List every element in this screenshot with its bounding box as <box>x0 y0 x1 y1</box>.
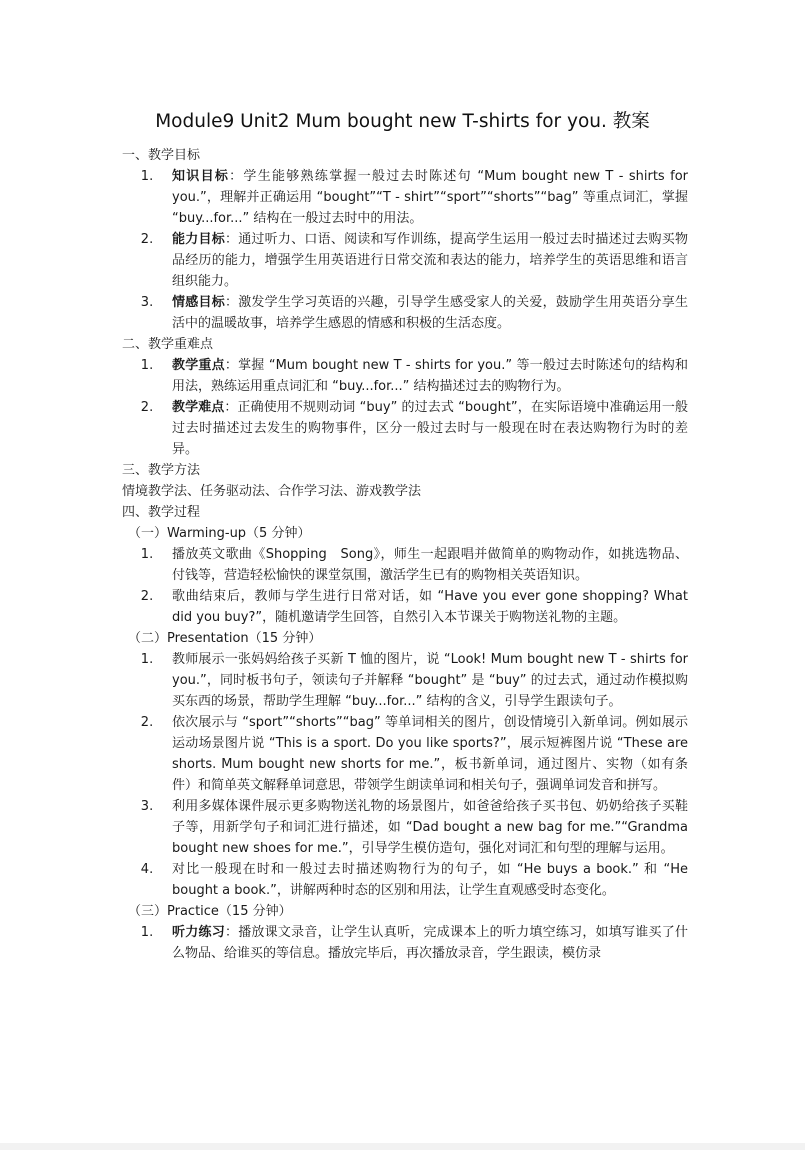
list-number: 2. <box>140 232 154 247</box>
list-number: 1. <box>140 652 154 667</box>
item-text: 依次展示与 “sport”“shorts”“bag” 等单词相关的图片，创设情境引入新单词。例如展示运动场景图片说 “This is a sport. Do you like sports?”，展示短裤图片说 “These are shorts. Mum bought new shorts for me.”，板书新单词，通过图片、实物（如有条件）和简单英文解释单词意思，带领学生朗读单词和相关句子，强调单词发音和拼写。 <box>172 715 688 793</box>
item-text: ：通过听力、口语、阅读和写作训练，提高学生运用一般过去时描述过去购买物品经历的能力，增强学生用英语进行日常交流和表达的能力，培养学生的英语思维和语言组织能力。 <box>172 232 688 289</box>
list-item <box>122 922 688 964</box>
item-text: 教师展示一张妈妈给孩子买新 T 恤的图片，说 “Look! Mum bought new T - shirts for you.”，同时板书句子，领读句子并解释 “bought” 是 “buy” 的过去式，通过动作模拟购买东西的场景，帮助学生理解 “buy...for...” 结构的含义，引导学生跟读句子。 <box>172 652 688 709</box>
list-item <box>122 544 688 586</box>
subsection-heading-warmup: （一）Warming-up（5 分钟） <box>128 526 311 541</box>
item-label: 教学难点 <box>172 400 225 415</box>
item-label: 教学重点 <box>172 358 225 373</box>
item-text: 利用多媒体课件展示更多购物送礼物的场景图片，如爸爸给孩子买书包、奶奶给孩子买鞋子等，用新学句子和词汇进行描述，如 “Dad bought a new bag for me.”“Grandma bought new shoes for me.”，引导学生模仿造句，强化对词汇和句型的理解与运用。 <box>172 799 688 856</box>
item-label: 知识目标 <box>172 169 230 184</box>
key-points-list <box>122 355 688 460</box>
list-item <box>122 796 688 859</box>
item-text: 歌曲结束后，教师与学生进行日常对话，如 “Have you ever gone shopping? What did you buy?”，随机邀请学生回答，自然引入本节课关于购物送礼物的主题。 <box>172 589 688 625</box>
list-number: 1. <box>140 925 154 940</box>
list-number: 2. <box>140 715 154 730</box>
list-item <box>122 586 688 628</box>
list-item <box>122 859 688 901</box>
list-number: 3. <box>140 799 154 814</box>
section-heading-methods: 三、教学方法 <box>122 463 201 478</box>
page-title: Module9 Unit2 Mum bought new T-shirts for you. 教案 <box>155 111 650 132</box>
list-item <box>122 229 688 292</box>
section-heading-key-points: 二、教学重难点 <box>122 337 214 352</box>
item-label: 听力练习 <box>172 925 225 940</box>
list-number: 1. <box>140 169 154 184</box>
methods-text: 情境教学法、任务驱动法、合作学习法、游戏教学法 <box>122 484 422 499</box>
section-heading-goals: 一、教学目标 <box>122 148 201 163</box>
list-item <box>122 355 688 397</box>
item-text: ：播放课文录音，让学生认真听，完成课本上的听力填空练习，如填写谁买了什么物品、给谁买的等信息。播放完毕后，再次播放录音，学生跟读，模仿录 <box>172 925 688 961</box>
subsection-heading-practice: （三）Practice（15 分钟） <box>128 904 292 919</box>
list-number: 2. <box>140 589 154 604</box>
item-text: 播放英文歌曲《Shopping Song》，师生一起跟唱并做简单的购物动作，如挑选物品、付钱等，营造轻松愉快的课堂氛围，激活学生已有的购物相关英语知识。 <box>172 547 688 583</box>
list-item <box>122 397 688 460</box>
goals-list <box>122 166 688 334</box>
warmup-list <box>122 544 688 628</box>
item-text: ：正确使用不规则动词 “buy” 的过去式 “bought”，在实际语境中准确运用一般过去时描述过去发生的购物事件，区分一般过去时与一般现在时在表达购物行为时的差异。 <box>172 400 688 457</box>
item-text: ：掌握 “Mum bought new T - shirts for you.” 等一般过去时陈述句的结构和用法，熟练运用重点词汇和 “buy...for...” 结构描述过去的购物行为。 <box>172 358 688 394</box>
list-number: 2. <box>140 400 154 415</box>
practice-list <box>122 922 688 964</box>
item-label: 能力目标 <box>172 232 225 247</box>
item-text: ：激发学生学习英语的兴趣，引导学生感受家人的关爱，鼓励学生用英语分享生活中的温暖故事，培养学生感恩的情感和积极的生活态度。 <box>172 295 688 331</box>
section-heading-process: 四、教学过程 <box>122 505 201 520</box>
document-body <box>122 145 688 964</box>
item-text: 对比一般现在时和一般过去时描述购物行为的句子，如 “He buys a book.” 和 “He bought a book.”，讲解两种时态的区别和用法，让学生直观感受时态变化。 <box>172 862 688 898</box>
list-number: 4. <box>140 862 154 877</box>
list-item <box>122 166 688 229</box>
list-item <box>122 649 688 712</box>
list-number: 1. <box>140 358 154 373</box>
presentation-list <box>122 649 688 901</box>
list-item <box>122 292 688 334</box>
list-number: 1. <box>140 547 154 562</box>
item-text: ：学生能够熟练掌握一般过去时陈述句 “Mum bought new T - shirts for you.”，理解并正确运用 “bought”“T - shirt”“sport”“shorts”“bag” 等重点词汇，掌握 “buy...for...” 结构在一般过去时中的用法。 <box>172 169 688 226</box>
item-label: 情感目标 <box>172 295 225 310</box>
list-number: 3. <box>140 295 154 310</box>
list-item <box>122 712 688 796</box>
subsection-heading-presentation: （二）Presentation（15 分钟） <box>128 631 322 646</box>
